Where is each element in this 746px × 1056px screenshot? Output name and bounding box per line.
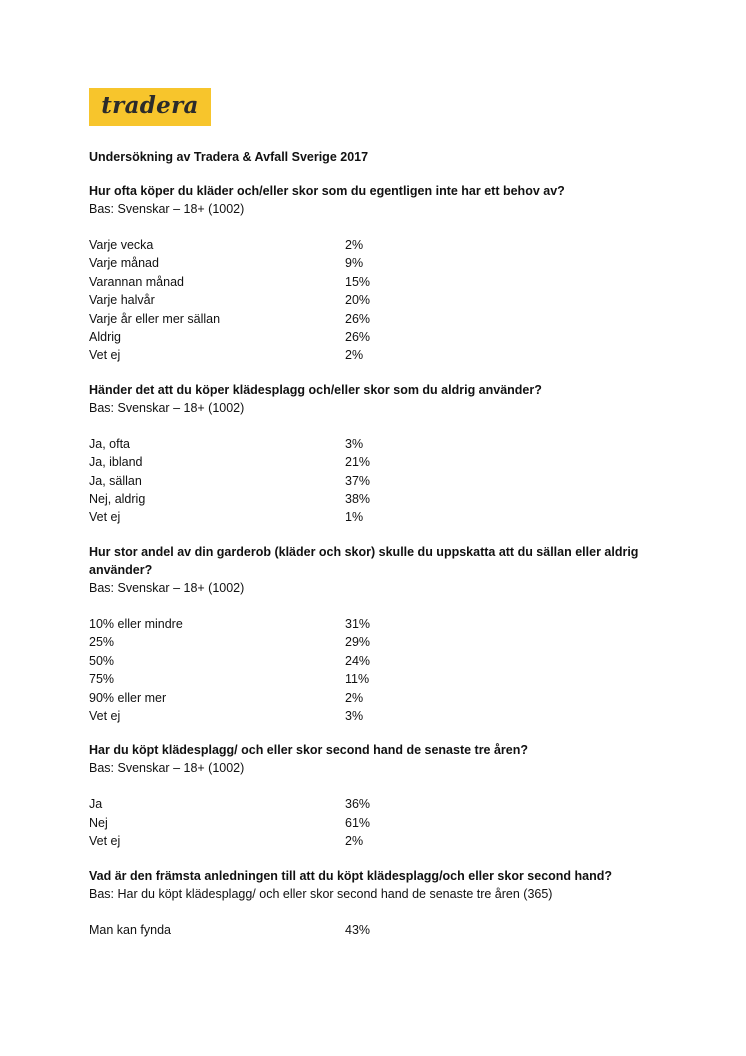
document-page <box>89 88 669 939</box>
answer-percentage: 2% <box>345 834 364 849</box>
answer-label: Aldrig <box>89 330 121 345</box>
answer-label: 10% eller mindre <box>89 616 183 631</box>
answer-row <box>89 346 669 364</box>
answer-percentage: 36% <box>345 797 371 812</box>
answer-label: 50% <box>89 653 115 668</box>
answer-percentage: 1% <box>345 510 364 525</box>
answer-label: Nej <box>89 815 108 830</box>
answer-label: Varje månad <box>89 256 159 271</box>
answer-row <box>89 291 669 309</box>
answer-row <box>89 832 669 850</box>
answer-percentage: 26% <box>345 330 371 345</box>
answer-table <box>89 615 669 725</box>
answer-label: 25% <box>89 635 115 650</box>
answer-label: Varje halvår <box>89 293 155 308</box>
document-title: Undersökning av Tradera & Avfall Sverige 2017 <box>89 150 369 164</box>
answer-table <box>89 435 669 527</box>
answer-row <box>89 508 669 526</box>
answer-table <box>89 795 669 850</box>
answer-percentage: 3% <box>345 436 364 451</box>
answer-percentage: 37% <box>345 473 371 488</box>
answer-row <box>89 633 669 651</box>
answer-percentage: 31% <box>345 616 371 631</box>
question-heading: Har du köpt klädesplagg/ och eller skor second hand de senaste tre åren? <box>89 743 529 758</box>
question-heading: Hur ofta köper du kläder och/eller skor som du egentligen inte har ett behov av? <box>89 184 565 198</box>
answer-label: 90% eller mer <box>89 690 167 705</box>
answer-label: Vet ej <box>89 708 121 723</box>
answer-row <box>89 273 669 291</box>
answer-percentage: 3% <box>345 708 364 723</box>
answer-label: Vet ej <box>89 510 121 525</box>
answer-percentage: 9% <box>345 256 364 271</box>
respondent-base: Bas: Svenskar – 18+ (1002) <box>89 202 245 216</box>
answer-row <box>89 707 669 725</box>
answer-label: Varje år eller mer sällan <box>89 311 221 326</box>
answer-row <box>89 472 669 490</box>
survey-question-section <box>89 867 669 939</box>
answer-percentage: 2% <box>345 690 364 705</box>
answer-percentage: 11% <box>345 672 370 687</box>
answer-label: Varannan månad <box>89 274 184 289</box>
survey-question-section <box>89 741 669 850</box>
logo-text: tradera <box>101 92 199 119</box>
answer-percentage: 43% <box>345 922 371 937</box>
answer-row <box>89 670 669 688</box>
answer-row <box>89 615 669 633</box>
answer-percentage: 15% <box>345 274 371 289</box>
answer-row <box>89 435 669 453</box>
answer-row <box>89 795 669 813</box>
question-heading: Hur stor andel av din garderob (kläder och skor) skulle du uppskatta att du sällan eller aldrig använder? <box>89 544 639 577</box>
answer-row <box>89 921 669 939</box>
answer-row <box>89 254 669 272</box>
answer-label: Ja <box>89 797 103 812</box>
question-heading: Vad är den främsta anledningen till att du köpt klädesplagg/och eller skor second hand? <box>89 868 613 883</box>
respondent-base: Bas: Har du köpt klädesplagg/ och eller skor second hand de senaste tre åren (365) <box>89 886 553 901</box>
answer-label: Ja, ibland <box>89 455 143 470</box>
answer-row <box>89 310 669 328</box>
answer-percentage: 24% <box>345 653 371 668</box>
tradera-logo <box>89 88 211 126</box>
answer-row <box>89 689 669 707</box>
survey-sections <box>89 182 669 939</box>
answer-percentage: 2% <box>345 348 364 363</box>
answer-row <box>89 652 669 670</box>
answer-label: Vet ej <box>89 348 121 363</box>
respondent-base: Bas: Svenskar – 18+ (1002) <box>89 761 245 776</box>
respondent-base: Bas: Svenskar – 18+ (1002) <box>89 400 245 415</box>
answer-label: 75% <box>89 672 115 687</box>
answer-percentage: 2% <box>345 238 364 252</box>
answer-percentage: 20% <box>345 293 371 308</box>
answer-row <box>89 490 669 508</box>
answer-percentage: 29% <box>345 635 371 650</box>
answer-row <box>89 814 669 832</box>
survey-question-section <box>89 543 669 725</box>
answer-label: Man kan fynda <box>89 922 171 937</box>
answer-label: Ja, ofta <box>89 436 130 451</box>
answer-row <box>89 236 669 254</box>
survey-question-section <box>89 381 669 527</box>
question-heading: Händer det att du köper klädesplagg och/eller skor som du aldrig använder? <box>89 382 542 397</box>
respondent-base: Bas: Svenskar – 18+ (1002) <box>89 580 245 595</box>
answer-row <box>89 328 669 346</box>
answer-label: Nej, aldrig <box>89 492 146 507</box>
answer-percentage: 38% <box>345 492 371 507</box>
answer-table <box>89 236 669 365</box>
answer-percentage: 21% <box>345 455 371 470</box>
answer-percentage: 61% <box>345 815 371 830</box>
answer-label: Vet ej <box>89 834 121 849</box>
answer-table <box>89 921 669 939</box>
survey-question-section <box>89 182 669 365</box>
answer-label: Varje vecka <box>89 238 154 252</box>
answer-row <box>89 453 669 471</box>
answer-percentage: 26% <box>345 311 371 326</box>
answer-label: Ja, sällan <box>89 473 142 488</box>
